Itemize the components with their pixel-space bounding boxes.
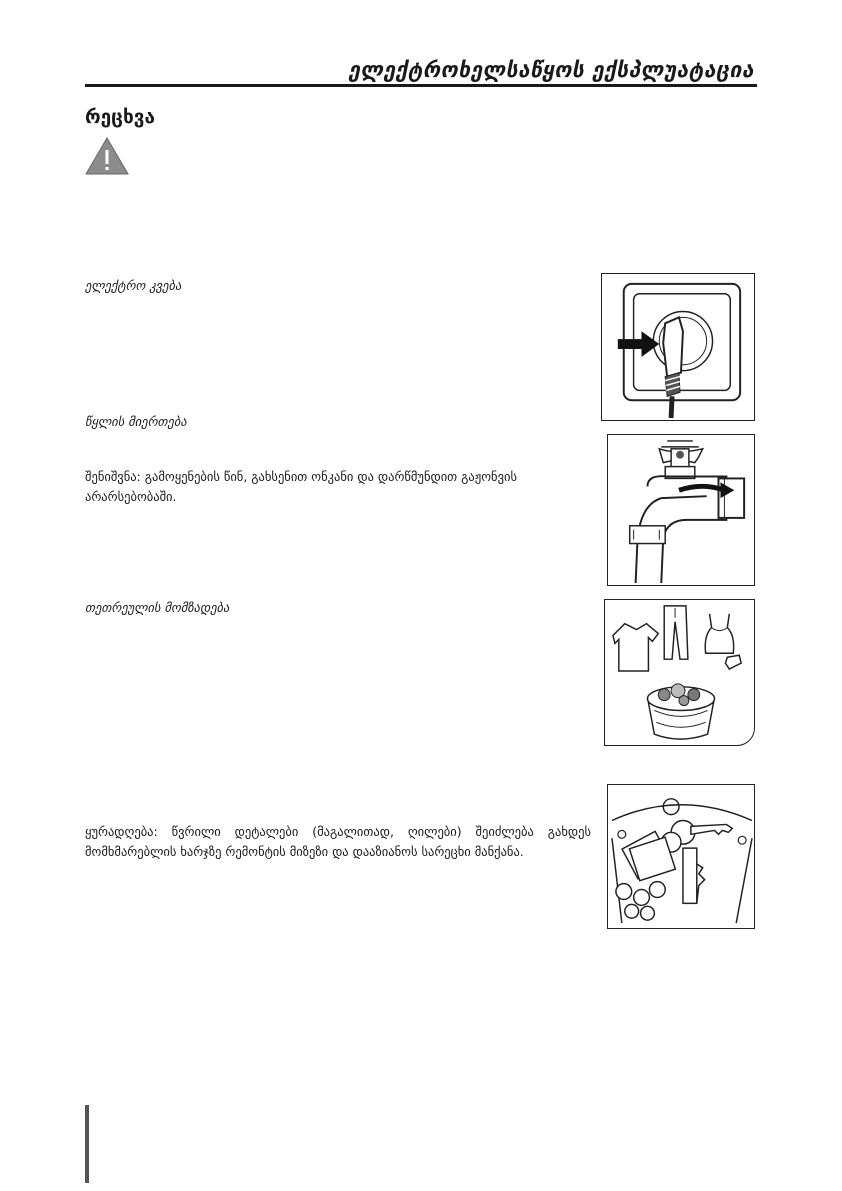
small-parts-caution-text: ყურადღება: წვრილი დეტალები (მაგალითად, ღილები) შეიძლება გახდეს მომხმარებლის ხარჯზე რემონტის მიზეზი და დააზიანოს სარეცხი მანქანა. (85, 824, 591, 859)
power-supply-heading: ელექტრო კვება (85, 278, 182, 293)
water-connection-heading: წყლის მიერთება (85, 414, 187, 429)
plug-socket-illustration (601, 273, 755, 421)
section-title: რეცხვა (85, 106, 156, 128)
warning-triangle-icon (85, 137, 129, 175)
page-header-title: ელექტროხელსაწყოს ექსპლუატაცია (348, 58, 754, 82)
water-connection-note: შენიშვნა: გამოყენების წინ, გახსენით ონკანი და დარწმუნდით გაჟონვის არარსებობაში. (85, 469, 517, 504)
header-divider (85, 84, 757, 87)
footer-margin-bar (85, 1105, 89, 1183)
laundry-clothes-illustration (604, 599, 755, 746)
water-tap-illustration (607, 434, 755, 586)
small-objects-illustration (607, 784, 755, 929)
laundry-preparation-heading: თეთრეულის მომზადება (85, 600, 230, 615)
